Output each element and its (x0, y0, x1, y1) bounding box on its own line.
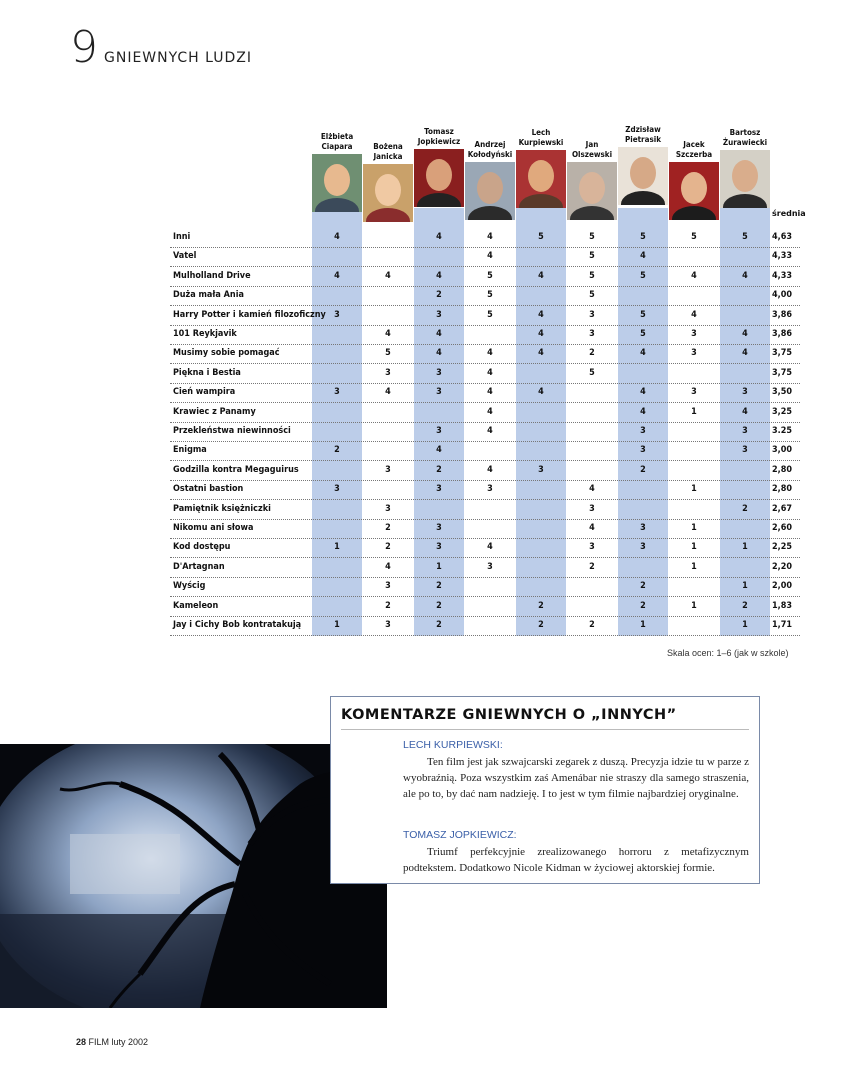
film-title: Pamiętnik księżniczki (173, 503, 271, 514)
score-cell: 4 (436, 232, 442, 242)
score-cell: 3 (589, 542, 595, 553)
score-cell: 4 (640, 348, 646, 359)
critic-photo (516, 150, 566, 208)
score-cell: 3 (640, 542, 646, 553)
score-cell: 5 (640, 232, 646, 242)
average-score: 3,86 (772, 329, 792, 339)
score-cell: 4 (487, 426, 493, 436)
score-cell: 2 (742, 600, 748, 611)
average-score: 2,25 (772, 542, 792, 553)
movie-still-photo (0, 744, 387, 1008)
score-cell: 2 (436, 600, 442, 611)
critic-photo (465, 162, 515, 220)
score-cell: 4 (538, 329, 544, 339)
score-cell: 4 (436, 445, 442, 456)
score-cell: 3 (436, 542, 442, 553)
table-row (170, 461, 800, 481)
score-cell: 3 (334, 484, 340, 495)
score-cell: 5 (640, 329, 646, 339)
magazine-issue: FILM luty 2002 (88, 1037, 149, 1047)
score-cell: 1 (742, 542, 748, 553)
score-cell: 3 (640, 523, 646, 533)
score-cell: 3 (640, 445, 646, 456)
score-cell: 2 (436, 290, 442, 301)
critic-header (414, 115, 464, 207)
average-score: 3,25 (772, 406, 792, 417)
score-cell: 2 (334, 445, 340, 456)
score-cell: 5 (487, 309, 493, 320)
table-row (170, 228, 800, 248)
score-cell: 2 (742, 503, 748, 514)
average-column-header: średnia (772, 209, 806, 218)
score-cell: 4 (589, 523, 595, 533)
score-cell: 4 (742, 406, 748, 417)
score-cell: 2 (385, 523, 391, 533)
average-score: 3,86 (772, 309, 792, 320)
score-cell: 2 (589, 348, 595, 359)
comment (403, 829, 749, 876)
score-cell: 2 (436, 581, 442, 592)
critic-photo (312, 154, 362, 212)
score-cell: 3 (436, 484, 442, 495)
score-cell: 4 (487, 251, 493, 262)
score-cell: 5 (691, 232, 697, 242)
score-cell: 4 (487, 367, 493, 378)
score-cell: 4 (742, 348, 748, 359)
score-cell: 4 (385, 329, 391, 339)
film-title: Nikomu ani słowa (173, 523, 254, 533)
score-cell: 5 (589, 232, 595, 242)
film-title: Musimy sobie pomagać (173, 348, 280, 359)
score-cell: 3 (436, 367, 442, 378)
score-cell: 4 (538, 387, 544, 398)
film-title: Inni (173, 232, 191, 242)
score-cell: 4 (334, 232, 340, 242)
critic-header (669, 128, 719, 220)
table-row (170, 597, 800, 617)
film-title: Piękna i Bestia (173, 367, 241, 378)
score-cell: 3 (640, 426, 646, 436)
critic-header (720, 116, 770, 208)
comments-box-title: KOMENTARZE GNIEWNYCH O „INNYCH” (341, 707, 677, 723)
critic-header (618, 113, 668, 205)
score-cell: 3 (589, 309, 595, 320)
film-title: Przekleństwa niewinności (173, 426, 291, 436)
score-cell: 3 (742, 387, 748, 398)
comment-text: Ten film jest jak szwajcarski zegarek z duszą. Precyzja idzie tu w parze z wyobraźnią. Poza wszystkim zaś Amenábar nie straszy dla samego straszenia, ale po to, by dać nam nadzieję. I to jest w tym filmie najbardziej oryginalne. (403, 756, 749, 800)
score-cell: 5 (487, 270, 493, 281)
score-cell: 1 (334, 542, 340, 553)
section-title: GNIEWNYCH LUDZI (104, 50, 252, 66)
critic-photo (567, 162, 617, 220)
table-row (170, 286, 800, 306)
score-cell: 3 (385, 367, 391, 378)
score-cell: 3 (436, 309, 442, 320)
average-score: 2,80 (772, 464, 792, 475)
scale-note: Skala ocen: 1–6 (jak w szkole) (667, 648, 789, 658)
average-score: 3.25 (772, 426, 792, 436)
critic-header (516, 116, 566, 208)
score-cell: 2 (385, 542, 391, 553)
score-cell: 5 (742, 232, 748, 242)
score-cell: 5 (640, 270, 646, 281)
film-title: Duża mała Ania (173, 290, 244, 301)
score-cell: 3 (334, 309, 340, 320)
score-cell: 4 (691, 309, 697, 320)
score-cell: 3 (691, 348, 697, 359)
score-cell: 3 (436, 387, 442, 398)
score-cell: 3 (385, 503, 391, 514)
score-cell: 5 (487, 290, 493, 301)
table-row (170, 577, 800, 597)
score-cell: 4 (742, 329, 748, 339)
film-title: Godzilla kontra Megaguirus (173, 464, 299, 475)
divider (341, 729, 749, 730)
score-cell: 1 (334, 620, 340, 630)
score-cell: 4 (691, 270, 697, 281)
score-cell: 2 (640, 581, 646, 592)
score-cell: 3 (742, 445, 748, 456)
score-cell: 3 (589, 503, 595, 514)
comment (403, 739, 749, 802)
average-score: 3,00 (772, 445, 792, 456)
score-cell: 4 (538, 270, 544, 281)
critic-name: Lech Kurpiewski (518, 128, 564, 147)
score-cell: 4 (487, 542, 493, 553)
critic-name: Elżbieta Ciapara (320, 132, 354, 151)
film-title: Kameleon (173, 600, 219, 611)
critic-name: Tomasz Jopkiewicz (417, 127, 461, 146)
film-title: D'Artagnan (173, 561, 225, 572)
critic-name: Jan Olszewski (571, 140, 613, 159)
average-score: 4,33 (772, 270, 792, 281)
critic-header (567, 128, 617, 220)
score-cell: 1 (742, 581, 748, 592)
average-score: 3,50 (772, 387, 792, 398)
critic-header (363, 130, 413, 222)
table-row (170, 403, 800, 423)
average-score: 1,71 (772, 620, 792, 630)
score-cell: 4 (385, 387, 391, 398)
average-score: 4,63 (772, 232, 792, 242)
score-cell: 4 (487, 464, 493, 475)
score-cell: 3 (691, 387, 697, 398)
critic-header (465, 128, 515, 220)
critic-header (312, 120, 362, 212)
score-cell: 4 (589, 484, 595, 495)
score-cell: 3 (487, 484, 493, 495)
critic-photo (618, 147, 668, 205)
score-cell: 1 (436, 561, 442, 572)
table-row (170, 247, 800, 267)
average-score: 3,75 (772, 367, 792, 378)
page-number: 28 (76, 1037, 87, 1047)
score-cell: 3 (436, 426, 442, 436)
critic-photo (720, 150, 770, 208)
table-row (170, 616, 800, 636)
score-cell: 5 (385, 348, 391, 359)
score-cell: 2 (385, 600, 391, 611)
score-cell: 3 (487, 561, 493, 572)
film-title: Vatel (173, 251, 197, 262)
critic-photo (414, 149, 464, 207)
score-cell: 4 (487, 348, 493, 359)
film-title: Wyścig (173, 581, 206, 592)
film-title: Ostatni bastion (173, 484, 244, 495)
average-score: 4,33 (772, 251, 792, 262)
score-cell: 2 (589, 561, 595, 572)
score-cell: 4 (436, 329, 442, 339)
section-header (70, 22, 252, 73)
score-cell: 5 (589, 251, 595, 262)
score-cell: 3 (334, 387, 340, 398)
score-cell: 2 (640, 600, 646, 611)
table-row (170, 519, 800, 539)
film-title: Enigma (173, 445, 207, 456)
score-cell: 5 (640, 309, 646, 320)
score-cell: 3 (691, 329, 697, 339)
score-cell: 4 (487, 387, 493, 398)
film-title: Mulholland Drive (173, 270, 251, 281)
score-cell: 3 (538, 464, 544, 475)
score-cell: 4 (487, 232, 493, 242)
critic-photo (669, 162, 719, 220)
table-row (170, 325, 800, 345)
score-cell: 1 (640, 620, 646, 630)
average-score: 2,00 (772, 581, 792, 592)
score-cell: 4 (640, 387, 646, 398)
average-score: 2,20 (772, 561, 792, 572)
average-score: 4,00 (772, 290, 792, 301)
table-row (170, 267, 800, 287)
average-score: 2,60 (772, 523, 792, 533)
table-row (170, 480, 800, 500)
comment-author: LECH KURPIEWSKI: (403, 739, 503, 751)
score-cell: 1 (691, 484, 697, 495)
score-cell: 5 (538, 232, 544, 242)
score-cell: 1 (691, 542, 697, 553)
score-cell: 4 (640, 251, 646, 262)
score-cell: 4 (742, 270, 748, 281)
score-cell: 4 (334, 270, 340, 281)
score-cell: 5 (589, 290, 595, 301)
score-cell: 3 (436, 523, 442, 533)
score-cell: 1 (691, 600, 697, 611)
table-row (170, 538, 800, 558)
table-row (170, 344, 800, 364)
film-title: Krawiec z Panamy (173, 406, 256, 417)
film-title: Cień wampira (173, 387, 236, 398)
film-title: Kod dostępu (173, 542, 231, 553)
film-title: Jay i Cichy Bob kontratakują (173, 620, 302, 630)
score-cell: 1 (691, 406, 697, 417)
score-cell: 1 (742, 620, 748, 630)
page-footer (76, 1037, 148, 1047)
critic-name: Zdzisław Pietrasik (624, 125, 661, 144)
table-row (170, 306, 800, 326)
critic-name: Bartosz Żurawiecki (722, 128, 768, 147)
average-score: 3,75 (772, 348, 792, 359)
average-score: 1,83 (772, 600, 792, 611)
average-score: 2,80 (772, 484, 792, 495)
score-cell: 2 (436, 620, 442, 630)
table-row (170, 364, 800, 384)
score-cell: 2 (640, 464, 646, 475)
comments-box (330, 696, 760, 884)
score-cell: 4 (538, 348, 544, 359)
score-cell: 1 (691, 561, 697, 572)
score-cell: 3 (385, 581, 391, 592)
section-number: 9 (70, 22, 98, 73)
film-title: Harry Potter i kamień filozoficzny (173, 309, 326, 320)
table-row (170, 422, 800, 442)
score-cell: 3 (385, 620, 391, 630)
critic-name: Jacek Szczerba (675, 140, 713, 159)
score-cell: 4 (487, 406, 493, 417)
table-row (170, 441, 800, 461)
critic-name: Andrzej Kołodyński (467, 140, 513, 159)
score-cell: 3 (385, 464, 391, 475)
score-cell: 5 (589, 270, 595, 281)
score-cell: 4 (640, 406, 646, 417)
score-cell: 4 (538, 309, 544, 320)
score-cell: 1 (691, 523, 697, 533)
critic-name: Bożena Janicka (373, 142, 403, 161)
comment-author: TOMASZ JOPKIEWICZ: (403, 829, 517, 841)
average-score: 2,67 (772, 503, 792, 514)
score-cell: 4 (385, 561, 391, 572)
table-row (170, 500, 800, 520)
score-cell: 2 (538, 600, 544, 611)
score-cell: 3 (742, 426, 748, 436)
score-cell: 4 (436, 348, 442, 359)
comment-text: Triumf perfekcyjnie zrealizowanego horroru z metafizycznym podtekstem. Dodatkowo Nicole Kidman w życiowej aktorskiej formie. (403, 846, 749, 874)
score-cell: 3 (589, 329, 595, 339)
score-cell: 2 (436, 464, 442, 475)
table-row (170, 558, 800, 578)
score-cell: 4 (436, 270, 442, 281)
score-cell: 5 (589, 367, 595, 378)
score-cell: 4 (385, 270, 391, 281)
table-row (170, 383, 800, 403)
score-cell: 2 (538, 620, 544, 630)
critic-photo (363, 164, 413, 222)
score-cell: 2 (589, 620, 595, 630)
film-title: 101 Reykjavik (173, 329, 237, 339)
